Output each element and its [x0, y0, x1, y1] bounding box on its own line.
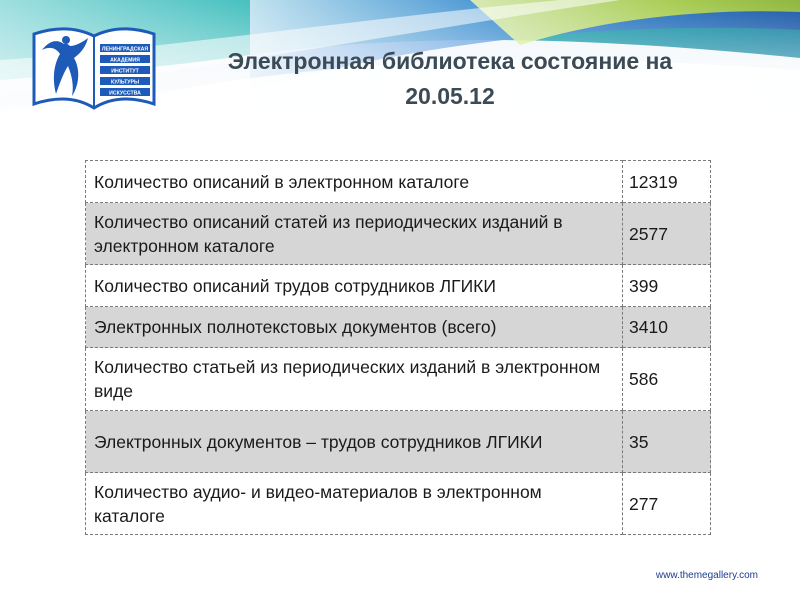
logo-text-line-5: ИСКУССТВА [109, 90, 141, 97]
footer-website-link[interactable]: www.themegallery.com [655, 570, 758, 581]
row-value: 2577 [623, 203, 711, 265]
row-value: 35 [623, 411, 711, 473]
row-label: Количество статьей из периодических изданий в электронном виде [86, 348, 623, 411]
library-stats-table [85, 160, 711, 535]
row-label: Количество описаний трудов сотрудников ЛГИКИ [86, 265, 623, 307]
logo-text-line-3: ИНСТИТУТ [111, 68, 139, 75]
logo-text-block [100, 44, 150, 97]
logo-text-line-4: КУЛЬТУРЫ [110, 79, 140, 86]
row-value: 586 [623, 348, 711, 411]
row-value: 399 [623, 265, 711, 307]
academy-logo [28, 20, 160, 118]
row-label: Электронных полнотекстовых документов (всего) [86, 307, 623, 348]
table-row [86, 161, 711, 203]
table-row [86, 307, 711, 348]
row-value: 277 [623, 473, 711, 535]
row-label: Количество аудио- и видео-материалов в электронном каталоге [86, 473, 623, 535]
logo-graphic [28, 20, 160, 118]
row-label: Количество описаний в электронном каталоге [86, 161, 623, 203]
table-row [86, 265, 711, 307]
table-row [86, 473, 711, 535]
table-row [86, 411, 711, 473]
row-label: Количество описаний статей из периодических изданий в электронном каталоге [86, 203, 623, 265]
row-value: 3410 [623, 307, 711, 348]
page-title [150, 44, 750, 114]
logo-text-line-1: ЛЕНИНГРАДСКАЯ [101, 46, 149, 53]
page-title-line-2: 20.05.12 [405, 83, 495, 109]
page-title-line-1: Электронная библиотека состояние на [227, 48, 673, 74]
row-label: Электронных документов – трудов сотрудников ЛГИКИ [86, 411, 623, 473]
table-row [86, 348, 711, 411]
logo-text-line-2: АКАДЕМИЯ [110, 57, 140, 64]
row-value: 12319 [623, 161, 711, 203]
table-row [86, 203, 711, 265]
